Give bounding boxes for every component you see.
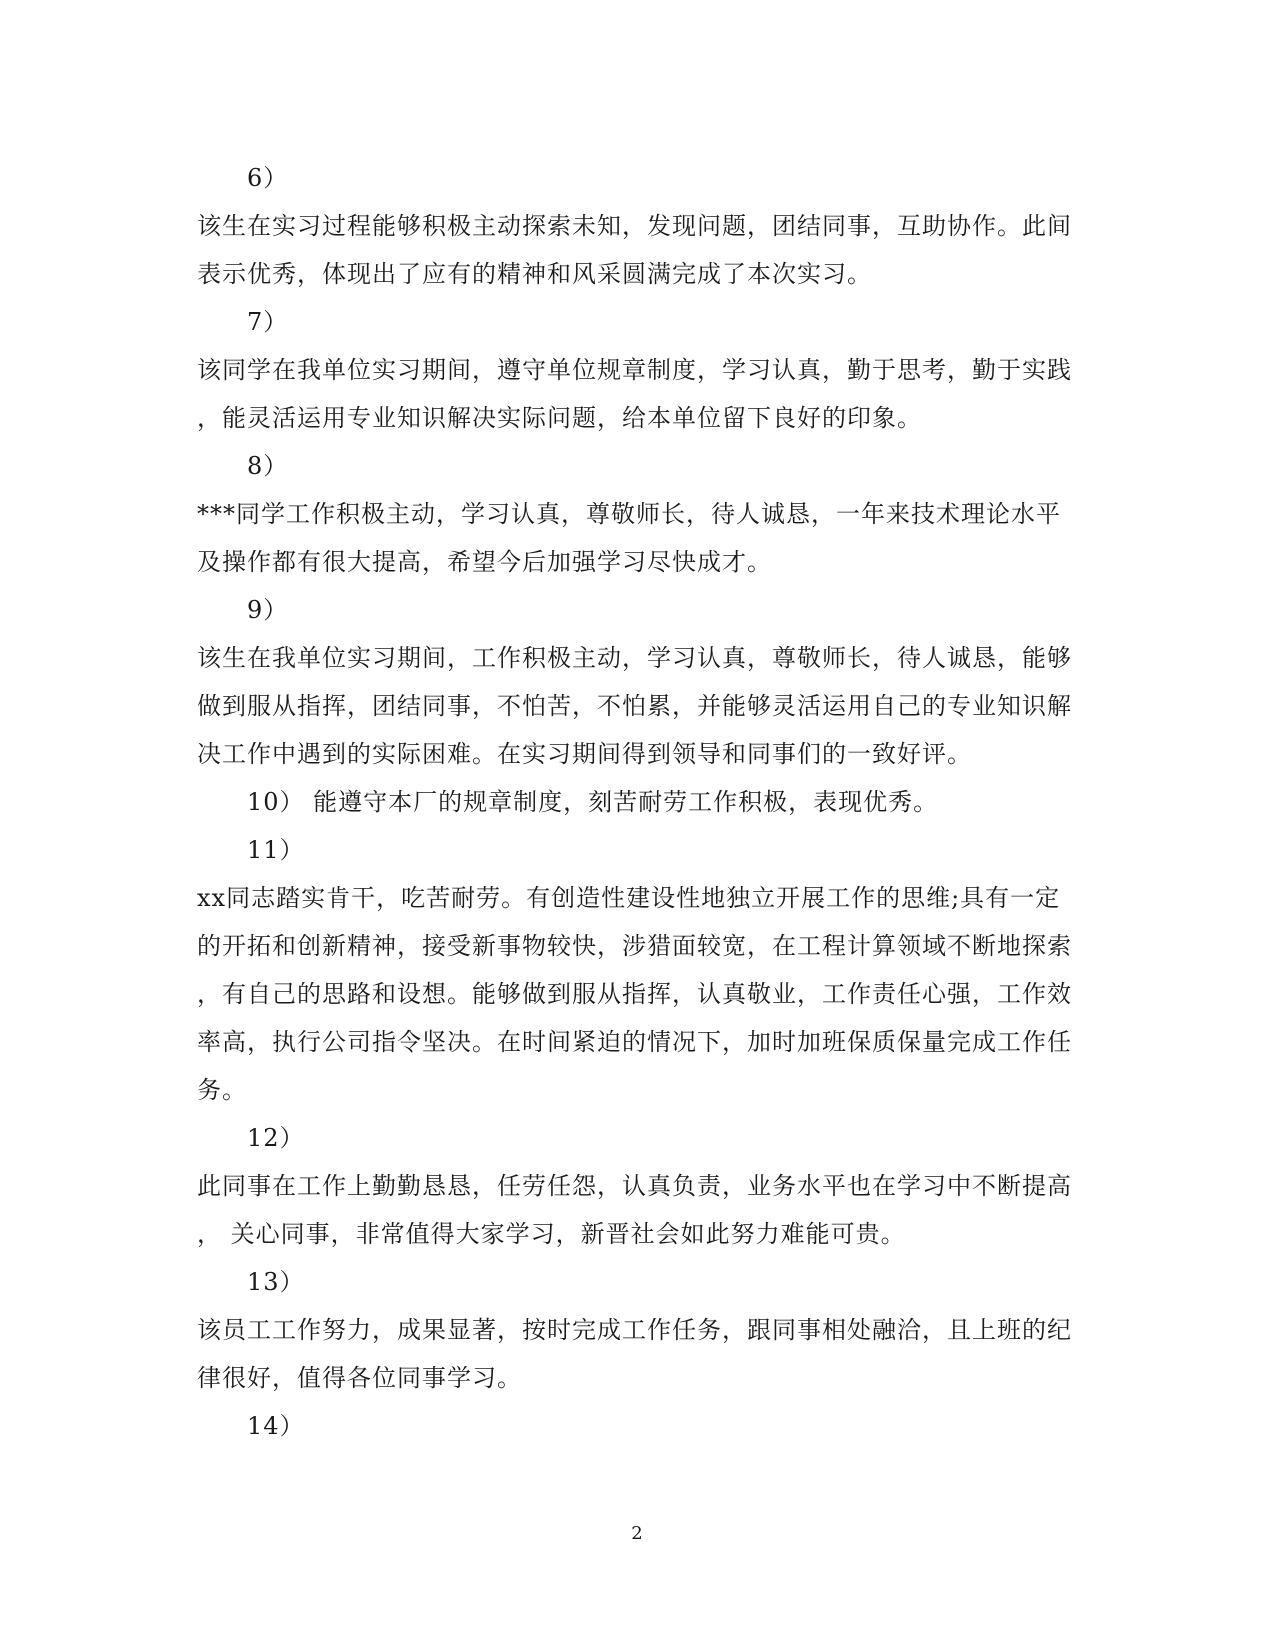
document-body — [197, 154, 1077, 1450]
paragraph-line: 做到服从指挥，团结同事，不怕苦，不怕累，并能够灵活运用自己的专业知识解 — [197, 692, 1072, 720]
item-number: 7） — [247, 308, 289, 336]
paragraph-line: ***同学工作积极主动，学习认真，尊敬师长，待人诚恳，一年来技术理论水平 — [197, 500, 1061, 528]
item-number: 8） — [247, 452, 289, 480]
item-number: 9） — [247, 596, 289, 624]
paragraph-line: 的开拓和创新精神，接受新事物较快，涉猎面较宽，在工程计算领域不断地探索 — [197, 932, 1072, 960]
item-number: 12） — [247, 1124, 305, 1152]
paragraph-line: xx同志踏实肯干，吃苦耐劳。有创造性建设性地独立开展工作的思维;具有一定 — [197, 884, 1061, 912]
item-number: 14） — [247, 1412, 305, 1440]
paragraph-line: 律很好，值得各位同事学习。 — [197, 1364, 522, 1392]
paragraph-line: 此同事在工作上勤勤恳恳，任劳任怨，认真负责，业务水平也在学习中不断提高 — [197, 1172, 1072, 1200]
item-number: 11） — [247, 836, 305, 864]
paragraph-line: 该同学在我单位实习期间，遵守单位规章制度，学习认真，勤于思考，勤于实践 — [197, 356, 1072, 384]
paragraph-line: 表示优秀，体现出了应有的精神和风采圆满完成了本次实习。 — [197, 260, 872, 288]
paragraph-line: 该生在实习过程能够积极主动探索未知，发现问题，团结同事，互助协作。此间 — [197, 212, 1072, 240]
paragraph-line: 率高，执行公司指令坚决。在时间紧迫的情况下，加时加班保质保量完成工作任 — [197, 1028, 1072, 1056]
paragraph-line: 务。 — [197, 1076, 247, 1104]
paragraph-line: 该员工工作努力，成果显著，按时完成工作任务，跟同事相处融洽，且上班的纪 — [197, 1316, 1072, 1344]
paragraph-line: ， 关心同事，非常值得大家学习，新晋社会如此努力难能可贵。 — [197, 1220, 906, 1248]
page-number: 2 — [631, 1523, 643, 1544]
paragraph-line: 决工作中遇到的实际困难。在实习期间得到领导和同事们的一致好评。 — [197, 740, 972, 768]
paragraph-line: ，能灵活运用专业知识解决实际问题，给本单位留下良好的印象。 — [197, 404, 922, 432]
item-number: 6） — [247, 164, 289, 192]
item-number: 13） — [247, 1268, 305, 1296]
paragraph-line: ，有自己的思路和设想。能够做到服从指挥，认真敬业，工作责任心强，工作效 — [197, 980, 1072, 1008]
paragraph-line: 及操作都有很大提高，希望今后加强学习尽快成才。 — [197, 548, 772, 576]
item-number: 10） 能遵守本厂的规章制度，刻苦耐劳工作积极，表现优秀。 — [247, 788, 939, 816]
paragraph-line: 该生在我单位实习期间，工作积极主动，学习认真，尊敬师长，待人诚恳，能够 — [197, 644, 1072, 672]
